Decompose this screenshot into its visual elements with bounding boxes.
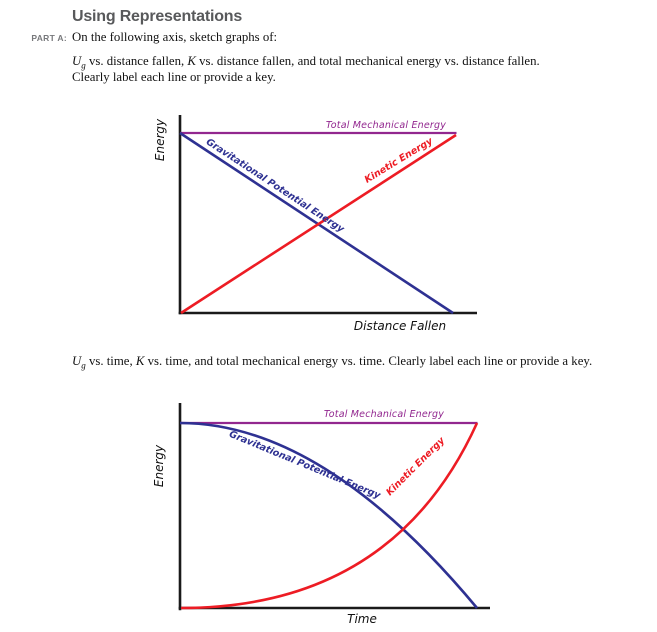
kinetic-energy-label: Kinetic Energy bbox=[362, 135, 435, 186]
prompt-distance-seg1: vs. distance fallen, bbox=[85, 54, 188, 68]
prompt-distance-line2: Clearly label each line or provide a key. bbox=[72, 70, 276, 84]
ug-subscript: g bbox=[81, 60, 86, 71]
y-axis-label: Energy bbox=[153, 118, 167, 162]
ug-symbol: U bbox=[72, 354, 82, 368]
total-mechanical-energy-label: Total Mechanical Energy bbox=[323, 409, 445, 420]
kinetic-energy-label: Kinetic Energy bbox=[384, 435, 448, 499]
energy-vs-distance-chart bbox=[140, 106, 500, 343]
x-axis-label: Distance Fallen bbox=[353, 319, 447, 333]
prompt-time-seg1: vs. time, bbox=[85, 354, 136, 368]
gravitational-potential-energy-label: Gravitational Potential Energy bbox=[203, 136, 346, 236]
prompt-time-seg2: vs. time, and total mechanical energy vs. time. Clearly label each line or provide a key. bbox=[144, 354, 593, 368]
x-axis-label: Time bbox=[347, 612, 377, 626]
part-a-label: PART A: bbox=[31, 33, 67, 43]
total-mechanical-energy-label: Total Mechanical Energy bbox=[325, 120, 447, 131]
ug-subscript: g bbox=[81, 360, 86, 371]
k-symbol: K bbox=[135, 354, 145, 368]
ug-symbol: U bbox=[72, 54, 82, 68]
intro-text: On the following axis, sketch graphs of: bbox=[72, 30, 278, 44]
page-title: Using Representations bbox=[72, 8, 243, 25]
prompt-distance-seg2: vs. distance fallen, and total mechanical energy vs. distance fallen. bbox=[195, 54, 540, 68]
y-axis-label: Energy bbox=[152, 444, 166, 488]
prompt-time-text bbox=[72, 353, 632, 369]
k-symbol: K bbox=[187, 54, 196, 68]
energy-vs-time-chart bbox=[140, 395, 510, 632]
gravitational-potential-energy-label: Gravitational Potential Energy bbox=[227, 428, 382, 502]
prompt-distance-text bbox=[72, 53, 632, 85]
